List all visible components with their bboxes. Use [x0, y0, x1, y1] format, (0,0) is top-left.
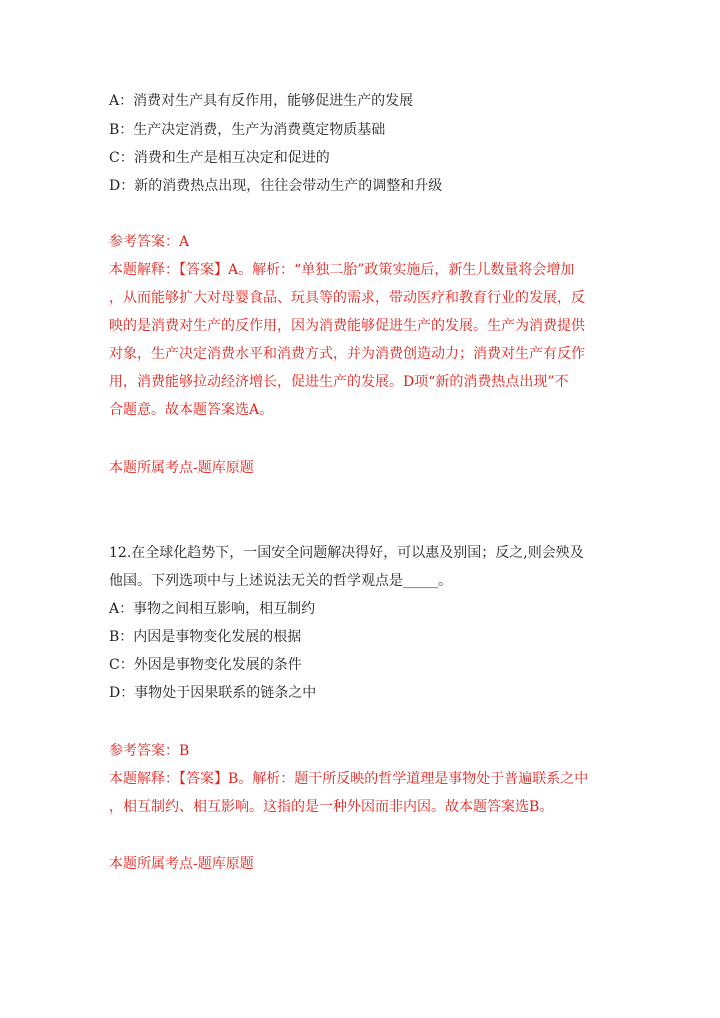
- q12-answer: 参考答案：B: [109, 743, 190, 759]
- q12-stem-line-1: 12.在全球化趋势下，一国安全问题解决得好，可以惠及别国；反之,则会殃及: [109, 545, 584, 561]
- q11-category: 本题所属考点-题库原题: [109, 460, 254, 476]
- q11-option-d: D：新的消费热点出现，往往会带动生产的调整和升级: [109, 178, 443, 194]
- q11-option-c: C：消费和生产是相互决定和促进的: [109, 150, 330, 166]
- q11-option-a: A：消费对生产具有反作用，能够促进生产的发展: [109, 93, 414, 109]
- q12-option-d: D：事物处于因果联系的链条之中: [109, 685, 317, 701]
- q11-explanation-line-3: 映的是消费对生产的反作用，因为消费能够促进生产的发展。生产为消费提供: [109, 318, 585, 334]
- q12-explanation-line-2: ，相互制约、相互影响。这指的是一种外因而非内因。故本题答案选B。: [109, 799, 554, 815]
- q11-explanation-line-2: ，从而能够扩大对母婴食品、玩具等的需求，带动医疗和教育行业的发展，反: [109, 290, 585, 306]
- q11-option-b: B：生产决定消费，生产为消费奠定物质基础: [109, 122, 386, 138]
- q12-option-b: B：内因是事物变化发展的根据: [109, 629, 302, 645]
- q11-explanation-line-5: 用，消费能够拉动经济增长，促进生产的发展。D项“新的消费热点出现”不: [109, 374, 569, 390]
- q12-stem-line-2: 他国。下列选项中与上述说法无关的哲学观点是_____。: [109, 573, 452, 589]
- q12-explanation-line-1: 本题解释：【答案】B。解析：题干所反映的哲学道理是事物处于普遍联系之中: [109, 771, 589, 787]
- q12-category: 本题所属考点-题库原题: [109, 856, 254, 872]
- q11-explanation-line-1: 本题解释：【答案】A。解析：“单独二胎”政策实施后，新生儿数量将会增加: [109, 262, 575, 278]
- q11-explanation-line-6: 合题意。故本题答案选A。: [109, 402, 274, 418]
- q11-answer: 参考答案：A: [109, 234, 190, 250]
- q12-option-a: A：事物之间相互影响，相互制约: [109, 601, 316, 617]
- q12-option-c: C：外因是事物变化发展的条件: [109, 657, 302, 673]
- q11-explanation-line-4: 对象，生产决定消费水平和消费方式，并为消费创造动力；消费对生产有反作: [109, 346, 585, 362]
